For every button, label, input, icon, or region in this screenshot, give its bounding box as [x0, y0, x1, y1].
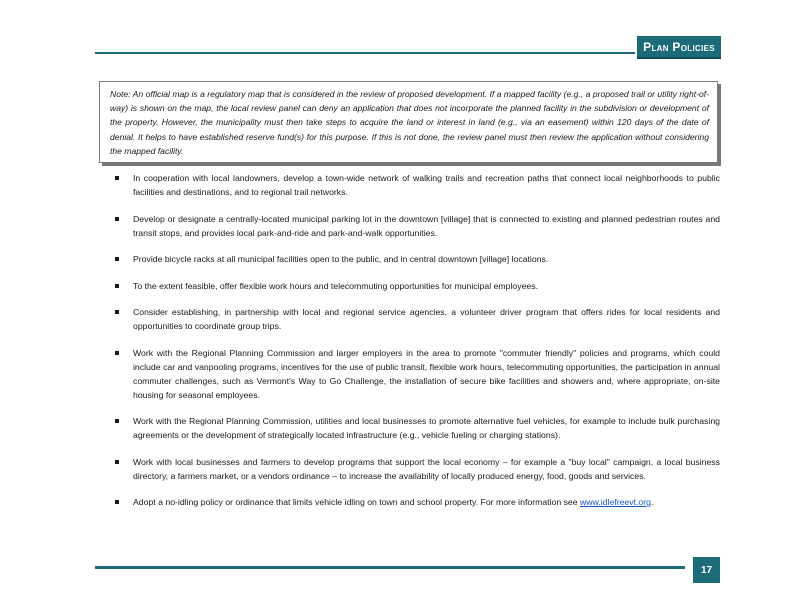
policy-text: Provide bicycle racks at all municipal facilities open to the public, and in central downtown [village] locations. — [133, 254, 549, 264]
policy-item — [113, 455, 720, 483]
bullet-icon — [115, 351, 119, 355]
bullet-icon — [115, 217, 119, 221]
policy-text: To the extent feasible, offer flexible work hours and telecommuting opportunities for municipal employees. — [133, 280, 538, 291]
policy-text: Work with local businesses and farmers to develop programs that support the local economy – for example a "buy local" campaign, a local business directory, a farmers market, or a vendors ordinance – to increase the availability of locally produced energy, food, goods and services. — [133, 456, 720, 481]
policy-item — [113, 252, 720, 266]
policy-item — [113, 414, 720, 442]
policy-item — [113, 495, 720, 509]
bullet-icon — [115, 310, 119, 314]
header-rule — [95, 52, 635, 54]
section-title: Plan Policies — [637, 36, 721, 59]
bullet-icon — [115, 419, 119, 423]
bullet-icon — [115, 460, 119, 464]
bullet-icon — [115, 500, 119, 504]
policy-item — [113, 171, 720, 199]
policy-trailing: . — [650, 497, 654, 507]
note-text: Note: An official map is a regulatory map that is considered in the review of proposed development. If a mapped facility (e.g., a proposed trail or utility right-of-way) is shown on the map, the local review panel can deny an application that does not incorporate the planned facility in the subdivision or development of the property. However, the municipality must then take steps to acquire the land or interest in land (e.g., via an easement) within 120 days of the date of denial. It helps to have established reserve fund(s) for this purpose. If this is not done, the review panel must then review the application without considering the mapped facility. — [110, 89, 709, 156]
policy-text: Adopt a no-idling policy or ordinance that limits vehicle idling on town and school property. For more information see — [133, 497, 580, 507]
policy-item — [113, 212, 720, 240]
idlefree-link[interactable]: www.idlefreevt.org — [580, 497, 651, 507]
policy-list — [113, 171, 720, 522]
policy-text: Work with the Regional Planning Commission, utilities and local businesses to promote alternative fuel vehicles, for example to include bulk purchasing agreements or the development of strategically located infrastructure (e.g., vehicle fueling or charging stations). — [133, 416, 720, 440]
policy-item — [113, 305, 720, 333]
policy-item — [113, 346, 720, 402]
policy-text: Develop or designate a centrally-located municipal parking lot in the downtown [village] that is connected to existing and planned pedestrian routes and transit stops, and provides local park-and-ride and park-and-walk opportunities. — [133, 213, 720, 238]
footer-rule — [95, 566, 685, 569]
policy-text: In cooperation with local landowners, develop a town-wide network of walking trails and recreation paths that connect local neighborhoods to public facilities and destinations, and to regional trail networks. — [133, 173, 720, 197]
policy-item — [113, 279, 720, 293]
policy-text: Work with the Regional Planning Commission and larger employers in the area to promote "commuter friendly" policies and programs, which could include car and vanpooling programs, incentives for the use of public transit, flexible work hours, telecommuting opportunities, the participation in annual commuter challenges, such as Vermont’s Way to Go Challenge, the installation of secure bike facilities and showers and, where appropriate, on-site housing for seasonal employees. — [133, 347, 720, 400]
policy-text: Consider establishing, in partnership with local and regional service agencies, a volunteer driver program that offers rides for local residents and opportunities to coordinate group trips. — [133, 307, 720, 331]
page-number: 17 — [693, 557, 720, 583]
bullet-icon — [115, 176, 119, 180]
bullet-icon — [115, 257, 119, 261]
bullet-icon — [115, 284, 119, 288]
note-box — [99, 81, 718, 163]
